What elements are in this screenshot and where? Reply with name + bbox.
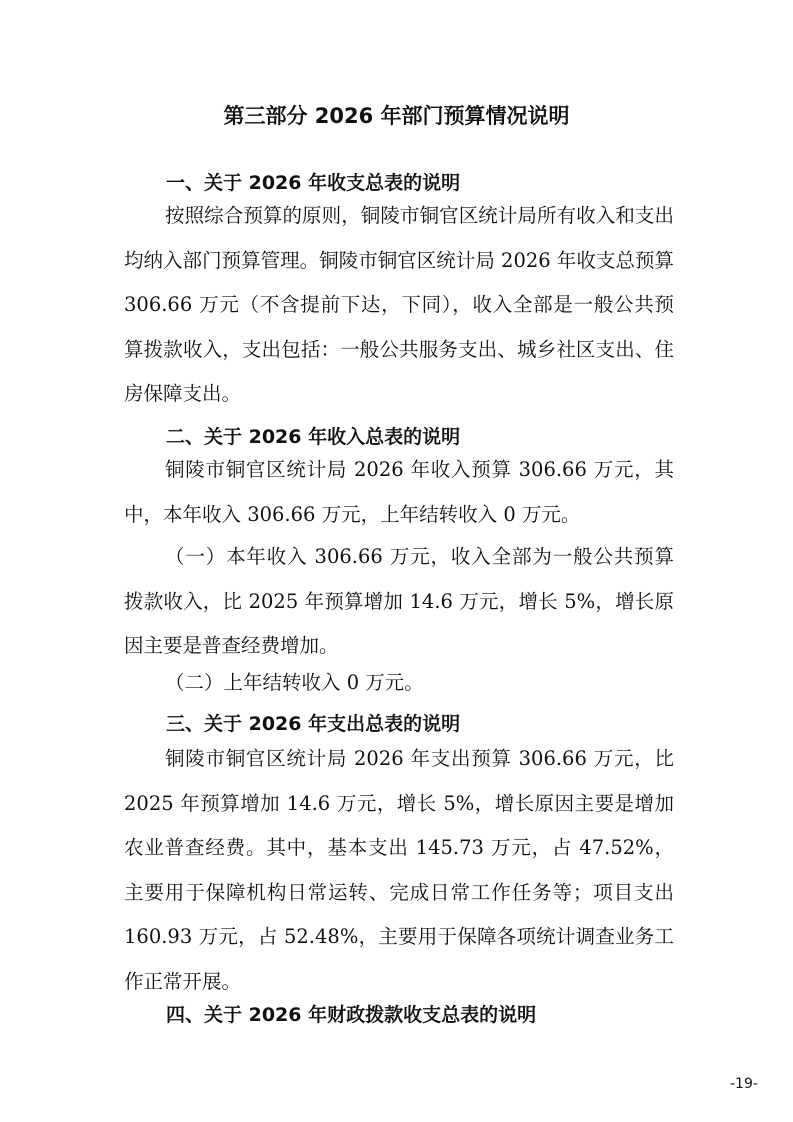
section-1-paragraph-1: 按照综合预算的原则，铜陵市铜官区统计局所有收入和支出均纳入部门预算管理。铜陵市铜官区统计局 2026 年收支总预算 306.66 万元（不含提前下达，下同），收入全部是一般公共预算拨款收入，支出包括：一般公共服务支出、城乡社区支出、住房保障支出。 <box>124 204 674 405</box>
section-2-paragraph-1: 铜陵市铜官区统计局 2026 年收入预算 306.66 万元，其中，本年收入 306.66 万元，上年结转收入 0 万元。 <box>124 458 674 526</box>
section-heading-3: 三、关于 2026 年支出总表的说明 <box>166 713 461 735</box>
section-3-paragraph-1: 铜陵市铜官区统计局 2026 年支出预算 306.66 万元，比 2025 年预算增加 14.6 万元，增长 5%，增长原因主要是增加农业普查经费。其中，基本支出 145.73 万元，占 47.52%，主要用于保障机构日常运转、完成日常工作任务等；项目支出 160.93 万元，占 52.48%，主要用于保障各项统计调查业务工作正常开展。 <box>124 747 674 993</box>
section-heading-4: 四、关于 2026 年财政拨款收支总表的说明 <box>166 1004 537 1026</box>
page-title: 第三部分 2026 年部门预算情况说明 <box>223 104 570 128</box>
section-heading-1: 一、关于 2026 年收支总表的说明 <box>166 172 461 194</box>
section-2-paragraph-2: （一）本年收入 306.66 万元，收入全部为一般公共预算拨款收入，比 2025 年预算增加 14.6 万元，增长 5%，增长原因主要是普查经费增加。 <box>124 545 674 657</box>
page-number: -19- <box>730 1076 758 1092</box>
section-2-paragraph-3: （二）上年结转收入 0 万元。 <box>165 671 424 694</box>
section-heading-2: 二、关于 2026 年收入总表的说明 <box>166 426 461 448</box>
